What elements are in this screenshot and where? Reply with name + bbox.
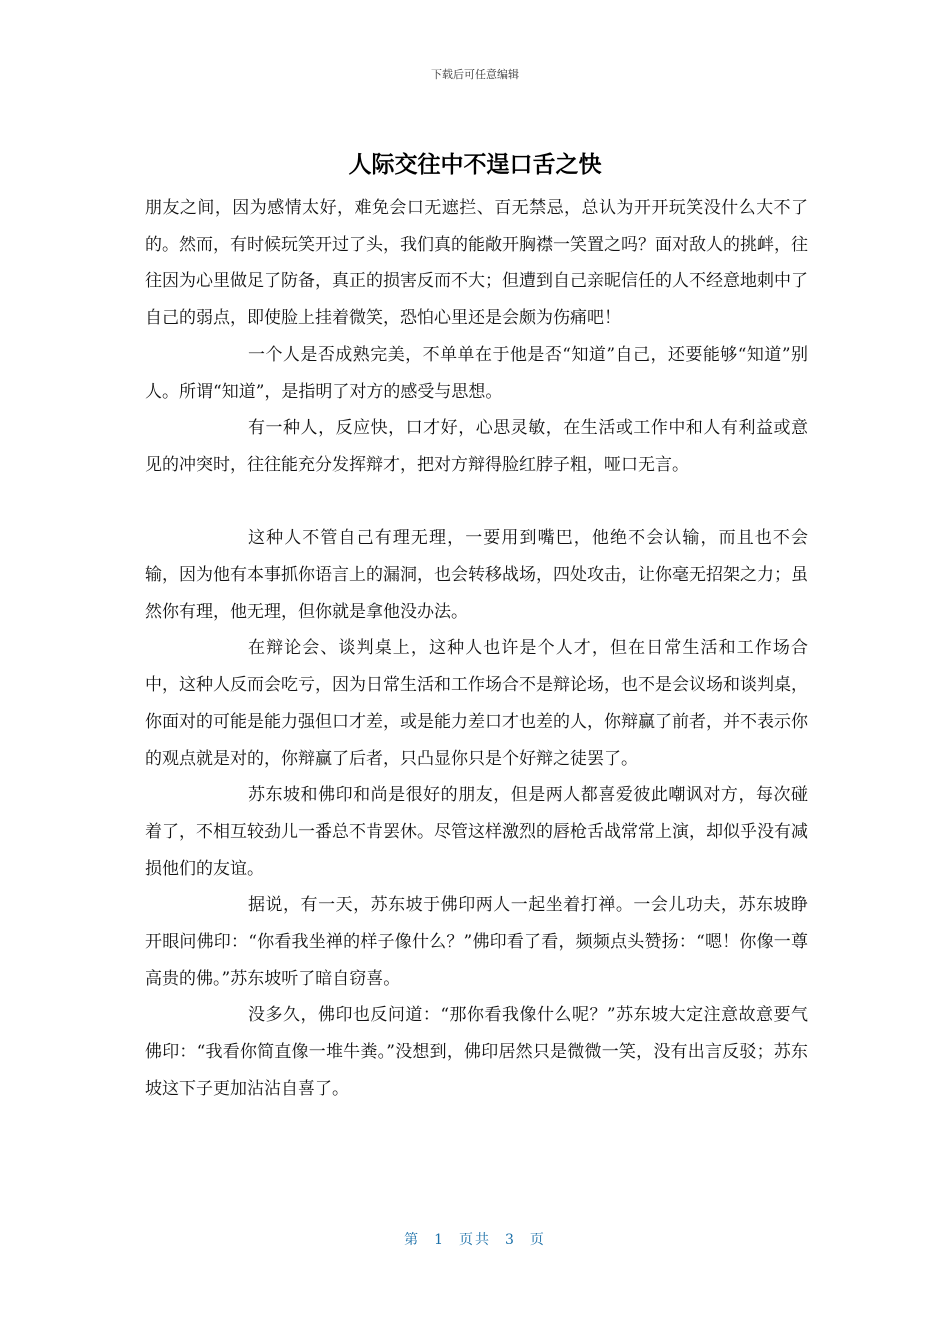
header-note: 下载后可任意编辑 — [431, 68, 519, 81]
footer-middle: 页共 — [459, 1232, 491, 1248]
paragraph: 在辩论会、谈判桌上，这种人也许是个人才，但在日常生活和工作场合中，这种人反而会吃亏，因为日常生活和工作场合不是辩论场，也不是会议场和谈判桌，你面对的可能是能力强但口才差，或是能力差口才也差的人，你辩赢了前者，并不表示你的观点就是对的，你辩赢了后者，只凸显你只是个好辩之徒罢了。 — [145, 638, 808, 769]
paragraph: 一个人是否成熟完美，不单单在于他是否“知道”自己，还要能够“知道”别人。所谓“知道”，是指明了对方的感受与思想。 — [145, 344, 808, 402]
footer-page-number: 1 — [434, 1232, 445, 1248]
footer-prefix: 第 — [404, 1232, 421, 1248]
blank-line — [145, 484, 808, 521]
paragraph: 没多久，佛印也反问道：“那你看我像什么呢？”苏东坡大定注意故意要气佛印：“我看你简直像一堆牛粪。”没想到，佛印居然只是微微一笑，没有出言反驳；苏东坡这下子更加沾沾自喜了。 — [145, 1005, 808, 1099]
paragraph: 这种人不管自己有理无理，一要用到嘴巴，他绝不会认输，而且也不会输，因为他有本事抓你语言上的漏洞，也会转移战场，四处攻击，让你毫无招架之力；虽然你有理，他无理，但你就是拿他没办法。 — [145, 528, 808, 622]
document-title: 人际交往中不逞口舌之快 — [348, 152, 602, 178]
paragraph: 有一种人，反应快，口才好，心思灵敏，在生活或工作中和人有利益或意见的冲突时，往往能充分发挥辩才，把对方辩得脸红脖子粗，哑口无言。 — [145, 418, 808, 475]
footer-suffix: 页 — [529, 1232, 546, 1248]
paragraph: 据说，有一天，苏东坡于佛印两人一起坐着打禅。一会儿功夫，苏东坡睁开眼问佛印：“你看我坐禅的样子像什么？”佛印看了看，频频点头赞扬：“嗯！你像一尊高贵的佛。”苏东坡听了暗自窃喜。 — [145, 895, 808, 989]
paragraph: 苏东坡和佛印和尚是很好的朋友，但是两人都喜爱彼此嘲讽对方，每次碰着了，不相互较劲儿一番总不肯罢休。尽管这样激烈的唇枪舌战常常上演，却似乎没有减损他们的友谊。 — [145, 785, 808, 879]
page-footer — [0, 1229, 950, 1249]
paragraph: 朋友之间，因为感情太好，难免会口无遮拦、百无禁忌，总认为开开玩笑没什么大不了的。然而，有时候玩笑开过了头，我们真的能敞开胸襟一笑置之吗？面对敌人的挑衅，往往因为心里做足了防备，真正的损害反而不大；但遭到自己亲昵信任的人不经意地刺中了自己的弱点，即使脸上挂着微笑，恐怕心里还是会颇为伤痛吧！ — [145, 198, 808, 329]
document-body — [145, 190, 808, 1108]
footer-total-pages: 3 — [505, 1232, 516, 1248]
